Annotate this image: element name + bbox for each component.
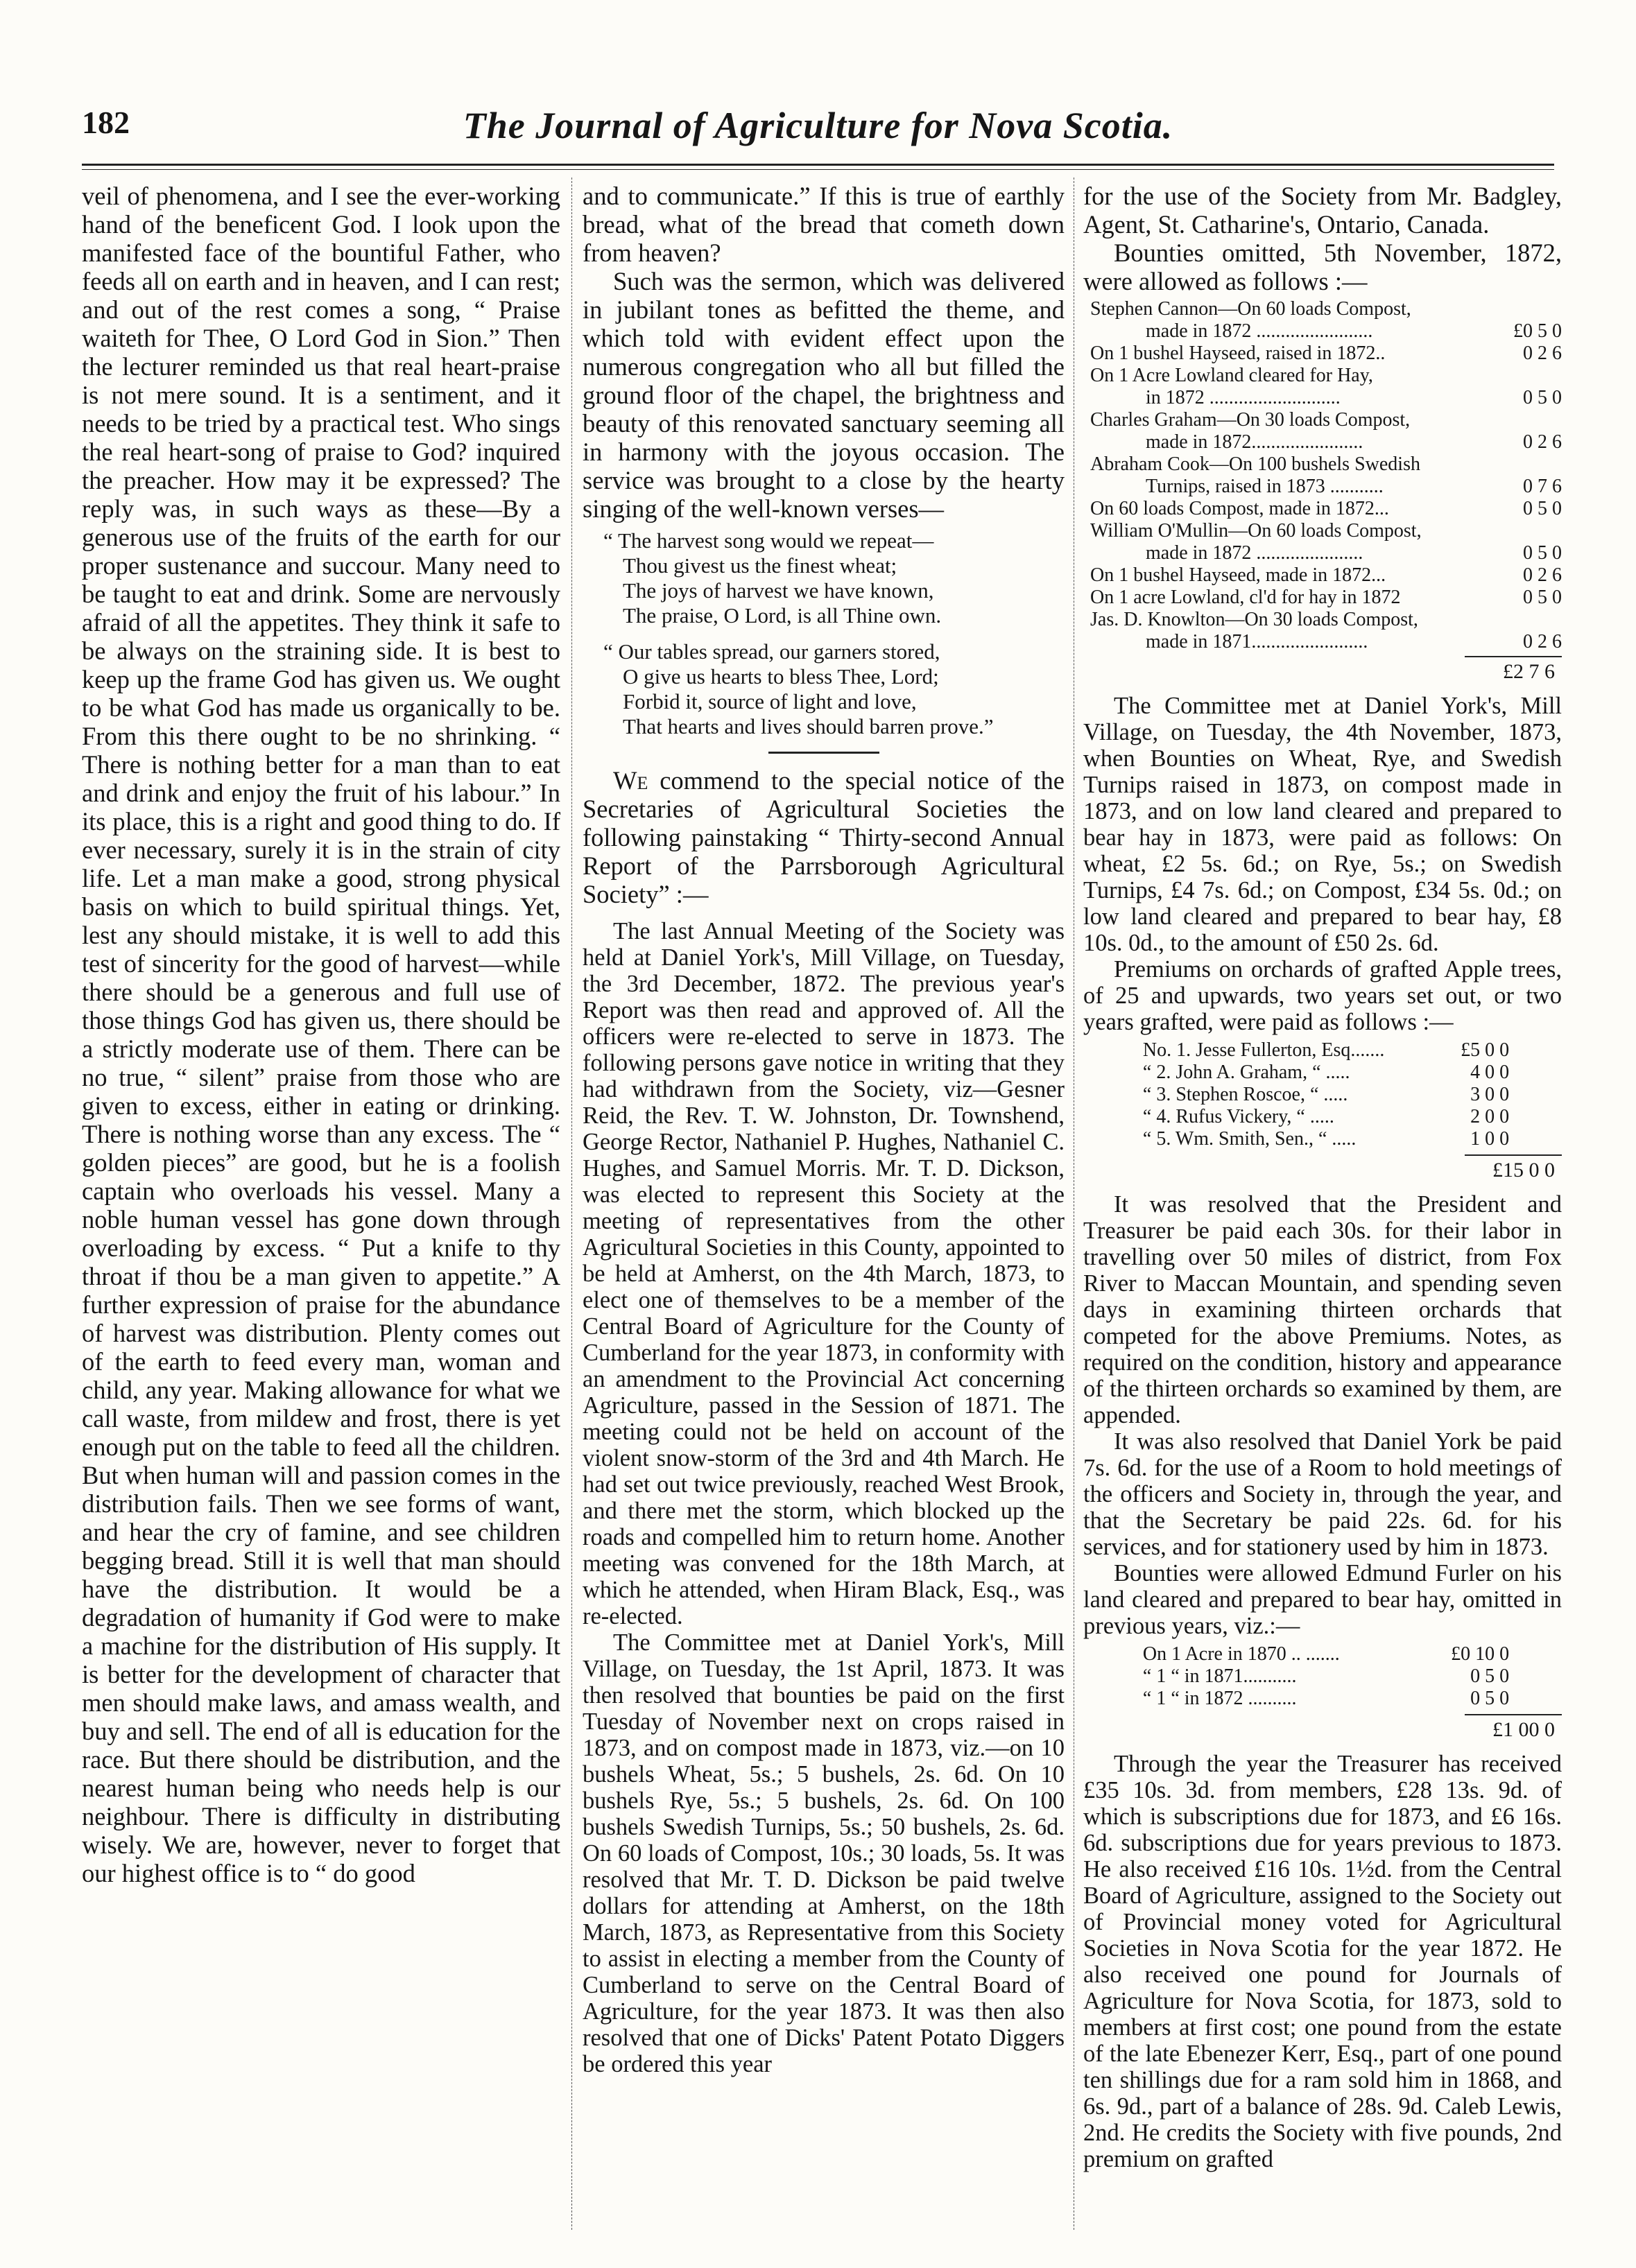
table-row xyxy=(1136,1643,1509,1665)
row-amount: 0 5 0 xyxy=(1470,1665,1510,1687)
report-intro xyxy=(583,766,1065,908)
report-paragraph: It was also resolved that Daniel York be paid 7s. 6d. for the use of a Room to hold meetings of the officers and Society in, through the year, and that the Secretary be paid 22s. 6d. for his services, and for stationery used by him in 1873. xyxy=(1083,1428,1562,1560)
premiums-total: £15 0 0 xyxy=(1465,1154,1562,1184)
row-label xyxy=(1083,343,1479,365)
bounties-total: £2 7 6 xyxy=(1465,656,1562,686)
header-rule-thin xyxy=(82,169,1554,170)
row-amount: 3 0 0 xyxy=(1470,1084,1510,1105)
row-label xyxy=(1136,1688,1426,1710)
premiums-table xyxy=(1136,1039,1509,1150)
table-row xyxy=(1083,365,1562,409)
row-label xyxy=(1136,1062,1426,1084)
row-label xyxy=(1083,498,1479,520)
row-label xyxy=(1083,587,1479,609)
row-label-text: “ 4. Rufus Vickery, “ ..... xyxy=(1142,1106,1334,1127)
bounties-table xyxy=(1083,298,1562,653)
row-amount: 0 2 6 xyxy=(1523,564,1562,586)
page-number: 182 xyxy=(82,105,130,140)
row-amount: £0 10 0 xyxy=(1451,1643,1510,1665)
row-amount: 0 5 0 xyxy=(1470,1688,1510,1709)
table-row xyxy=(1083,609,1562,653)
table-row xyxy=(1136,1665,1509,1688)
report-paragraph: Premiums on orchards of grafted Apple trees, of 25 and upwards, two years set out, or two years grafted, were paid as follows :— xyxy=(1083,956,1562,1035)
report-paragraph: The Committee met at Daniel York's, Mill Village, on Tuesday, the 4th November, 1873, when Bounties on Wheat, Rye, and Swedish Turnips raised in 1873, on compost made in 1873, and on low land cleared and prepared to bear hay in 1873, were paid as follows: On wheat, £2 5s. 6d.; on Rye, 5s.; on Swedish Turnips, £4 7s. 6d.; on Compost, £34 5s. 0d.; on low land cleared and prepared to bear hay, £8 10s. 0d., to the amount of £50 2s. 6d. xyxy=(1083,693,1562,956)
row-label-text: Abraham Cook—On 100 bushels Swedish xyxy=(1090,453,1420,475)
report-paragraph: The Committee met at Daniel York's, Mill Village, on Tuesday, the 1st April, 1873. It was then resolved that bounties be paid on the first Tuesday of November next on crops raised in 1873, and on compost made in 1873, viz.—on 10 bushels Wheat, 5s.; 5 bushels, 2s. 6d. On 10 bushels Rye, 5s.; 5 bushels, 2s. 6d. On 100 bushels Swedish Turnips, 5s.; 50 bushels, 2s. 6d. On 60 loads of Compost, 10s.; 30 loads, 5s. It was resolved that Mr. T. D. Dickson be paid twelve dollars for attending at Amherst, on the 18th March, 1873, as Representative from this Society to assist in electing a member from the County of Cumberland to serve on the Central Board of Agriculture, for the year 1873. It was then also resolved that one of Dicks' Patent Potato Diggers be ordered this year xyxy=(583,1629,1065,2077)
report-paragraph: The last Annual Meeting of the Society was held at Daniel York's, Mill Village, on Tuesday, the 3rd December, 1872. The previous year's Report was then read and approved of. All the officers were re-elected to serve in 1873. The following persons gave notice in writing that they had withdrawn from the Society, viz—Gesner Reid, the Rev. T. W. Johnston, Dr. Townshend, George Rector, Nathaniel P. Hughes, Nathaniel C. Hughes, and Samuel Morris. Mr. T. D. Dickson, was elected to represent this Society at the meeting of representatives from the other Agricultural Societies in this County, appointed to be held at Amherst, on the 4th March, 1873, to elect one of themselves to be a member of the Central Board of Agriculture for the County of Cumberland for the year 1873, in conformity with an amendment to the Provincial Act concerning Agriculture, passed in the Session of 1871. The meeting could not be held on account of the violent snow-storm of the 3rd and 4th March. He had set out twice previously, reached West Brook, and there met the storm, which blocked up the roads and compelled him to return home. Another meeting was convened for the 18th March, at which he attended, when Hiram Black, Esq., was re-elected. xyxy=(583,918,1065,1629)
row-label xyxy=(1136,1128,1426,1150)
row-amount: 0 5 0 xyxy=(1523,498,1562,519)
row-amount: 0 5 0 xyxy=(1523,587,1562,608)
row-label-text: “ 1 “ in 1871........... xyxy=(1142,1665,1297,1687)
table-row xyxy=(1136,1062,1509,1084)
hymn-line: “ Our tables spread, our garners stored, xyxy=(603,639,940,664)
page-header xyxy=(82,104,1554,153)
hymn-stanza xyxy=(603,639,1065,739)
row-label-text: On 1 acre Lowland, cl'd for hay in 1872 xyxy=(1090,587,1401,608)
row-label-continuation: made in 1872 ........................ xyxy=(1146,320,1373,342)
row-label-text: “ 1 “ in 1872 .......... xyxy=(1142,1688,1297,1709)
table-row xyxy=(1083,587,1562,609)
row-amount: 2 0 0 xyxy=(1470,1106,1510,1127)
table-row xyxy=(1136,1106,1509,1128)
row-label-text: “ 2. John A. Graham, “ ..... xyxy=(1142,1062,1350,1083)
row-label-text: On 1 bushel Hayseed, made in 1872... xyxy=(1090,564,1386,586)
table-row xyxy=(1136,1688,1509,1710)
column-2 xyxy=(583,182,1065,2077)
sermon-paragraph: veil of phenomena, and I see the ever-working hand of the beneficent God. I look upon the manifested face of the bountiful Father, who feeds all on earth and in heaven, and I can rest; and out of the rest comes a song, “ Praise waiteth for Thee, O Lord God in Sion.” Then the lecturer reminded us that real heart-praise is not mere sound. It is a sentiment, and it needs to be tried by a practical test. Who sings the real heart-song of praise to God? inquired the preacher. How may it be expressed? The reply was, in such ways as these—By a generous use of the fruits of the earth for our proper sustenance and succour. Many need to be taught to eat and drink. Some are nervously afraid of all the appetites. They think it safe to be always on the straining side. It is best to keep up the frame God has given us. We ought to be what God has made us organically to be. From this there ought to be no shrinking. “ There is nothing better for a man than to eat and drink and enjoy the fruit of his labour.” In its place, this is a right and good thing to do. If ever necessary, surely it is in the strain of city life. Let a man make a good, strong physical basis on which to build spiritual things. Yet, lest any should mistake, it is well to add this test of sincerity for the good of harvest—while there should be a generous and full use of those things God has given us, there should be a strictly moderate use of them. There can be no true, “ silent” praise from those who are given to excess, either in eating or drinking. There is nothing worse than any excess. The “ golden pieces” are good, but he is a foolish captain who overloads his vessel. Many a noble human vessel has gone down through overloading by excess. “ Put a knife to thy throat if thou be a man given to appetite.” A further expression of praise for the abundance of harvest was distribution. Plenty comes out of the earth to feed every man, woman and child, any year. Making allowance for what we call waste, from mildew and frost, there is yet enough put on the table to feed all the children. But when human will and passion comes in the distribution fails. Then we see forms of want, and hear the cry of famine, and see children begging bread. Still it is well that man should have the distribution. It would be a degradation of humanity if God were to make a machine for the distribution of His supply. It is better for the development of character that men should make laws, and amass wealth, and buy and sell. The end of all is education for the race. But there should be distribution, and the nearest human being who needs help is our neighbour. There is difficulty in distributing wisely. We are, however, never to forget that our highest office is to “ do good xyxy=(82,182,560,1887)
report-paragraph: for the use of the Society from Mr. Badgley, Agent, St. Catharine's, Ontario, Canada. xyxy=(1083,182,1562,239)
report-paragraph: It was resolved that the President and Treasurer be paid each 30s. for their labor in travelling over 50 miles of district, from Fox River to Maccan Mountain, and spending seven days in examining thirteen orchards that competed for the above Premiums. Notes, as required on the condition, history and appearance of the thirteen orchards so examined by them, are appended. xyxy=(1083,1191,1562,1428)
hymn-line: Thou givest us the finest wheat; xyxy=(623,553,897,578)
intro-text: commend to the special notice of the Secretaries of Agricultural Societies the following painstaking “ Thirty-second Annual Report of the Parrsborough Agricultural Society” :— xyxy=(583,766,1065,908)
hymn-line: O give us hearts to bless Thee, Lord; xyxy=(623,664,939,689)
table-row xyxy=(1083,409,1562,453)
row-label-continuation: Turnips, raised in 1873 ........... xyxy=(1146,476,1384,497)
row-label-continuation: in 1872 ........................... xyxy=(1146,387,1341,408)
table-row xyxy=(1083,564,1562,587)
row-amount: 1 0 0 xyxy=(1470,1128,1510,1150)
table-row xyxy=(1083,498,1562,520)
row-label-continuation: made in 1872....................... xyxy=(1146,431,1363,453)
hymn-line: The joys of harvest we have known, xyxy=(623,578,934,603)
row-label xyxy=(1136,1106,1426,1128)
row-amount: 0 2 6 xyxy=(1523,431,1562,453)
table-row xyxy=(1083,520,1562,564)
row-label-text: William O'Mullin—On 60 loads Compost, xyxy=(1090,520,1422,542)
table-row xyxy=(1083,298,1562,343)
table-row xyxy=(1083,343,1562,365)
row-amount: £0 5 0 xyxy=(1513,320,1562,342)
row-amount: £5 0 0 xyxy=(1461,1039,1510,1061)
intro-dropcap: We xyxy=(613,766,648,795)
column-divider xyxy=(571,178,572,2230)
row-label xyxy=(1083,564,1479,587)
section-divider xyxy=(768,752,879,754)
table-row xyxy=(1136,1039,1509,1062)
report-paragraph: Through the year the Treasurer has received £35 10s. 3d. from members, £28 13s. 9d. of which is subscriptions due for 1873, and £6 16s. 6d. subscriptions due for years previous to 1873. He also received £16 10s. 1½d. from the Central Board of Agriculture, assigned to the Society out of Provincial money voted for Agricultural Societies in Nova Scotia for the year 1872. He also received one pound for Journals of Agriculture for Nova Scotia, for 1873, sold to members at first cost; one pound from the estate of the late Ebenezer Kerr, Esq., part of one pound ten shillings due for a ram sold him in 1868, and 6s. 9d., part of a balance of 28s. 9d. Caleb Lewis, 2nd. He credits the Society with five pounds, 2nd premium on grafted xyxy=(1083,1751,1562,2172)
row-amount: 0 2 6 xyxy=(1523,631,1562,652)
report-paragraph: Bounties were allowed Edmund Furler on his land cleared and prepared to bear hay, omitted in previous years, viz.:— xyxy=(1083,1560,1562,1639)
row-amount: 0 5 0 xyxy=(1523,387,1562,408)
table-row xyxy=(1136,1084,1509,1106)
hymn-line: That hearts and lives should barren prove.” xyxy=(623,714,994,738)
furler-total: £1 00 0 xyxy=(1465,1714,1562,1744)
furler-table xyxy=(1136,1643,1509,1710)
sermon-paragraph: Such was the sermon, which was delivered in jubilant tones as befitted the theme, and which told with evident effect upon the numerous congregation who all but filled the ground floor of the chapel, the brightness and beauty of this renovated sanctuary seeming all in harmony with the joyous occasion. The service was brought to a close by the hearty singing of the well-known verses— xyxy=(583,267,1065,523)
row-amount: 0 7 6 xyxy=(1523,476,1562,497)
row-label-text: No. 1. Jesse Fullerton, Esq....... xyxy=(1142,1039,1385,1061)
row-label xyxy=(1083,409,1479,453)
row-label xyxy=(1136,1643,1426,1665)
row-label xyxy=(1083,520,1479,564)
hymn-stanza xyxy=(603,528,1065,628)
table-row xyxy=(1083,453,1562,498)
row-label-text: Stephen Cannon—On 60 loads Compost, xyxy=(1090,298,1411,320)
harvest-hymn xyxy=(603,528,1065,739)
row-label-text: On 1 Acre in 1870 .. ....... xyxy=(1142,1643,1340,1665)
column-1 xyxy=(82,182,560,1887)
row-label-text: On 60 loads Compost, made in 1872... xyxy=(1090,498,1389,519)
row-label-text: “ 5. Wm. Smith, Sen., “ ..... xyxy=(1142,1128,1357,1150)
row-label xyxy=(1083,365,1479,409)
row-amount: 0 5 0 xyxy=(1523,542,1562,564)
row-amount: 0 2 6 xyxy=(1523,343,1562,364)
table-row xyxy=(1136,1128,1509,1150)
row-label-text: Charles Graham—On 30 loads Compost, xyxy=(1090,409,1411,431)
report-paragraph: Bounties omitted, 5th November, 1872, were allowed as follows :— xyxy=(1083,239,1562,295)
row-amount: 4 0 0 xyxy=(1470,1062,1510,1083)
row-label-text: Jas. D. Knowlton—On 30 loads Compost, xyxy=(1090,609,1418,630)
journal-title: The Journal of Agriculture for Nova Scotia. xyxy=(463,105,1173,146)
row-label xyxy=(1136,1084,1426,1106)
hymn-line: The praise, O Lord, is all Thine own. xyxy=(623,603,942,627)
sermon-paragraph: and to communicate.” If this is true of earthly bread, what of the bread that cometh down from heaven? xyxy=(583,182,1065,267)
row-label xyxy=(1083,298,1479,343)
row-label-continuation: made in 1872 ...................... xyxy=(1146,542,1363,564)
header-rule xyxy=(82,164,1554,166)
row-label xyxy=(1083,453,1479,498)
row-label-text: “ 3. Stephen Roscoe, “ ..... xyxy=(1142,1084,1348,1105)
hymn-line: “ The harvest song would we repeat— xyxy=(603,528,934,553)
column-3 xyxy=(1083,182,1562,2172)
row-label xyxy=(1136,1039,1426,1062)
row-label-text: On 1 Acre Lowland cleared for Hay, xyxy=(1090,365,1373,386)
row-label-continuation: made in 1871........................ xyxy=(1146,631,1368,652)
row-label xyxy=(1136,1665,1426,1688)
row-label-text: On 1 bushel Hayseed, raised in 1872.. xyxy=(1090,343,1386,364)
hymn-line: Forbid it, source of light and love, xyxy=(623,689,917,713)
row-label xyxy=(1083,609,1479,653)
